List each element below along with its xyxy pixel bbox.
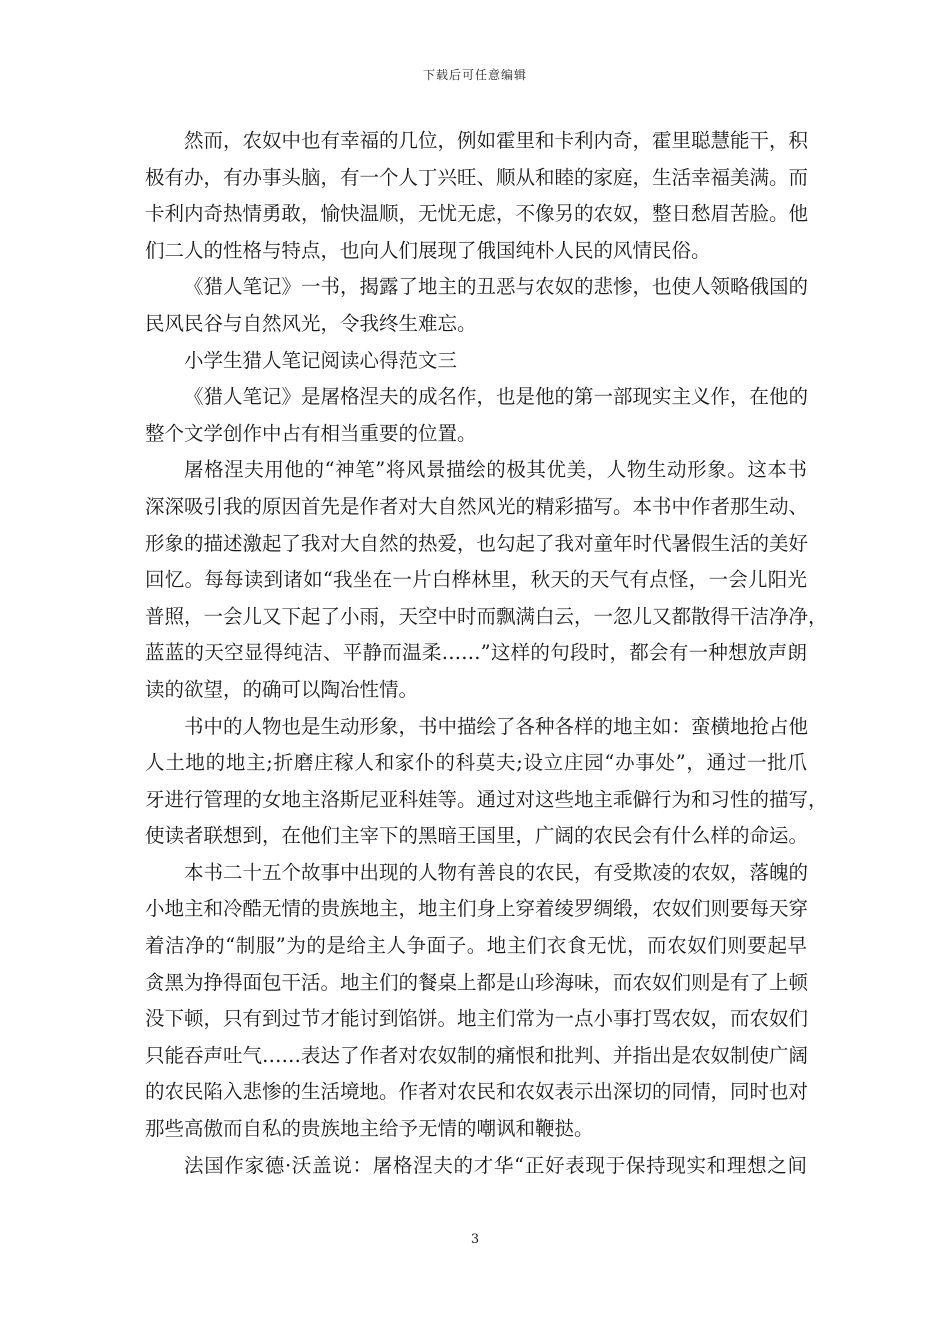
text-line: 《猎人笔记》一书，揭露了地主的丑恶与农奴的悲惨，也使人领略俄国的 — [184, 275, 809, 299]
text-line: 普照，一会儿又下起了小雨，天空中时而飘满白云，一忽儿又都散得干洁净净， — [145, 604, 828, 628]
text-line: 那些高傲而自私的贵族地主给予无情的嘲讽和鞭挞。 — [145, 1117, 594, 1141]
text-line: 法国作家德·沃盖说：屠格涅夫的才华“正好表现于保持现实和理想之间 — [184, 1153, 807, 1177]
page-number: 3 — [470, 1232, 480, 1247]
text-line: 本书二十五个故事中出现的人物有善良的农民，有受欺凌的农奴，落魄的 — [184, 860, 809, 884]
text-line: 回忆。每每读到诸如“我坐在一片白桦林里，秋天的天气有点怪，一会儿阳光 — [145, 568, 807, 592]
text-line: 然而，农奴中也有幸福的几位，例如霍里和卡利内奇，霍里聪慧能干，积 — [184, 129, 809, 152]
text-line: 深深吸引我的原因首先是作者对大自然风光的精彩描写。本书中作者那生动、 — [145, 494, 809, 518]
text-line: 形象的描述激起了我对大自然的热爱，也勾起了我对童年时代暑假生活的美好 — [145, 531, 809, 555]
text-line: 屠格涅夫用他的“神笔”将风景描绘的极其优美，人物生动形象。这本书 — [184, 458, 807, 482]
text-line: 蓝蓝的天空显得纯洁、平静而温柔……”这样的句段时，都会有一种想放声朗 — [145, 641, 807, 665]
text-line: 《猎人笔记》是屠格涅夫的成名作，也是他的第一部现实主义作，在他的 — [184, 385, 809, 409]
text-line: 贪黑为挣得面包干活。地主们的餐桌上都是山珍海味，而农奴们则是有了上顿 — [145, 970, 809, 994]
text-line: 着洁净的“制服”为的是给主人争面子。地主们衣食无忧，而农奴们则要起早 — [145, 934, 807, 958]
text-line: 极有办，有办事头脑，有一个人丁兴旺、顺从和睦的家庭，生活幸福美满。而 — [145, 165, 809, 189]
text-line: 卡利内奇热情勇敢，愉快温顺，无忧无虑，不像另的农奴，整日愁眉苦脸。他 — [145, 202, 809, 226]
text-line: 小地主和冷酷无情的贵族地主，地主们身上穿着绫罗绸缎，农奴们则要每天穿 — [145, 897, 809, 921]
text-line: 小学生猎人笔记阅读心得范文三 — [184, 348, 458, 372]
document-body — [145, 123, 828, 1184]
text-line: 使读者联想到，在他们主宰下的黑暗王国里，广阔的农民会有什么样的命运。 — [145, 824, 809, 848]
page-header: 下载后可任意编辑 — [422, 68, 527, 82]
text-line: 人土地的地主;折磨庄稼人和家仆的科莫夫;设立庄园“办事处”，通过一批爪 — [145, 751, 807, 775]
text-line: 读的欲望，的确可以陶冶性情。 — [145, 677, 419, 701]
text-line: 整个文学创作中占有相当重要的位置。 — [145, 421, 477, 445]
text-line: 们二人的性格与特点，也向人们展现了俄国纯朴人民的风情民俗。 — [145, 238, 711, 262]
text-line: 只能吞声吐气……表达了作者对农奴制的痛恨和批判、并指出是农奴制使广阔 — [145, 1043, 809, 1067]
text-line: 的农民陷入悲惨的生活境地。作者对农民和农奴表示出深切的同情，同时也对 — [145, 1080, 809, 1104]
text-line: 牙进行管理的女地主洛斯尼亚科娃等。通过对这些地主乖僻行为和习性的描写， — [145, 787, 828, 811]
text-line: 民风民谷与自然风光，令我终生难忘。 — [145, 311, 477, 335]
text-line: 没下顿，只有到过节才能讨到馅饼。地主们常为一点小事打骂农奴，而农奴们 — [145, 1007, 809, 1031]
text-line: 书中的人物也是生动形象，书中描绘了各种各样的地主如：蛮横地抢占他 — [184, 714, 809, 738]
